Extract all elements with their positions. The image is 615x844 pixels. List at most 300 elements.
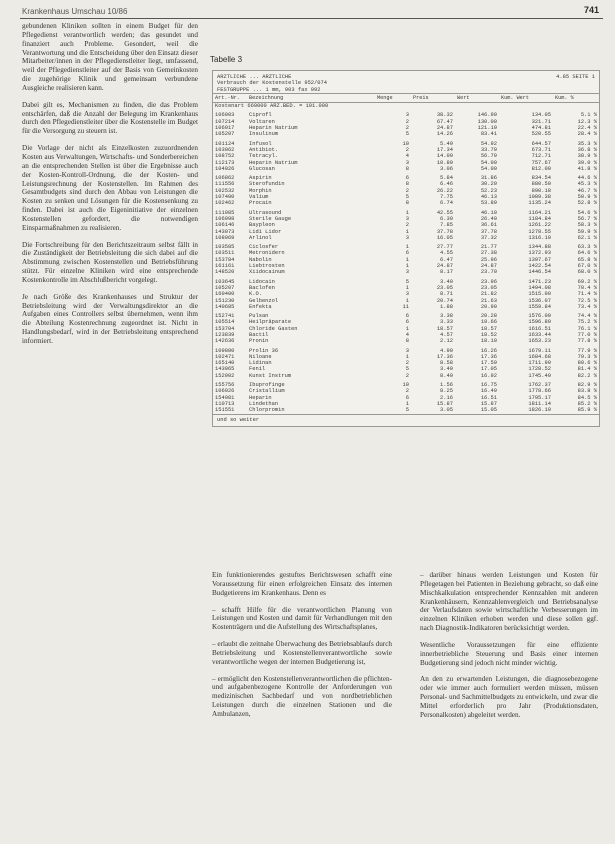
table-cell: 121.10 (477, 125, 497, 132)
table-cell: 108752 (215, 153, 235, 160)
table-cell: 20.90 (480, 303, 497, 310)
table-cell: 102471 (215, 353, 235, 360)
table-cell: 1762.37 (528, 382, 551, 389)
table-cell: 8.58 (440, 360, 453, 367)
table-cell: 3 (405, 159, 409, 166)
table-cell: 160400 (215, 291, 235, 298)
table-cell: 38.9 % (577, 153, 597, 160)
table-cell: 1.88 (440, 303, 453, 310)
table-cell: 2 (405, 222, 409, 229)
table-row (213, 250, 599, 256)
table-caption: Tabelle 3 (210, 55, 243, 64)
printout-subtitle-1: Verbrauch der Kostenstelle 952/074 (217, 80, 327, 87)
left-paragraph: Die Vorlage der nicht als Einzelkosten zuzuordnenden Kosten aus Verwaltungen, Wirtschafts- und Sonderbereichen an die entsprechenden Stellen ist über die Ergebnisse auch der Kosten-Kontroll-Ordnung, die der Kosten- und Leistungsrechnung der Kostenstellen. Im Rahmen des Gesamtbudgets sind durch den Abbau von Leistungen die Kosten zu senken und Lösungen für die Kostensenkung zu finden. Dabei ist auch die Eigeninitiative der einzelnen Kostenstellen gefordert, die notwendigen Einsparmaßnahmen zu realisieren. (22, 144, 198, 232)
table-cell: 2.16 (440, 394, 453, 401)
table-cell: 1135.24 (528, 200, 551, 207)
table-cell: Insulinum (249, 131, 279, 138)
table-cell: 5 (405, 278, 409, 285)
table-cell: 54.6 % (577, 209, 597, 216)
table-cell: 80.6 % (577, 360, 597, 367)
table-cell: 2 (405, 146, 409, 153)
table-cell: 520.55 (531, 131, 551, 138)
table-cell: 1559.84 (528, 303, 551, 310)
table-cell: 6.47 (440, 256, 453, 263)
table-cell: Antibiot. (249, 146, 279, 153)
table-cell: 103062 (215, 146, 235, 153)
table-cell: 39.0 % (577, 159, 597, 166)
table-cell: Nabolin (249, 256, 272, 263)
table-cell: Ibuprofinge (249, 382, 285, 389)
table-cell: Lidocain (249, 278, 275, 285)
table-cell: 130.00 (477, 118, 497, 125)
right-paragraph: Wesentliche Voraussetzungen für eine effiziente innerbetriebliche Steuerung und Basis einer internen Budgetierung sind jedoch nicht minder wichtig. (420, 640, 598, 667)
column-header: Kum. Wert (499, 93, 553, 102)
table-row (213, 181, 599, 187)
table-cell: 106017 (215, 125, 235, 132)
table-cell: 1633.44 (528, 331, 551, 338)
table-cell: 106998 (215, 215, 235, 222)
table-cell: 712.71 (531, 153, 551, 160)
table-cell: 152741 (215, 313, 235, 320)
table-cell: 73.4 % (577, 303, 597, 310)
table-cell: 15.05 (480, 407, 497, 414)
left-paragraph: Je nach Größe des Krankenhauses und Struktur der Betriebsleitung wird der Verwaltungsdirektor an die Aufgaben eines Controllers selbst übernehmen, wenn ihm die Abteilung Kostenrechnung zugeordnet ist. Nicht in Handlungsbedarf, wird in der Betriebsleitung entsprechend informiert. (22, 292, 198, 345)
table-cell: Ciclosfer (249, 244, 279, 251)
table-cell: 44.6 % (577, 175, 597, 182)
table-cell: 154981 (215, 394, 235, 401)
table-cell: 1795.17 (528, 394, 551, 401)
table-cell: 11 (402, 303, 409, 310)
table-cell: 24.87 (480, 263, 497, 270)
column-header: Bezeichnung (247, 93, 375, 102)
table-cell: 106862 (215, 175, 235, 182)
table-cell: 77.8 % (577, 338, 597, 345)
table-cell: Ultrasound (249, 209, 282, 216)
table-cell: 6.74 (440, 200, 453, 207)
table-cell: Tetracyl. (249, 153, 279, 160)
table-cell: Baypleon (249, 222, 275, 229)
table-cell: 5.84 (440, 175, 453, 182)
column-header: Art.-Nr. (213, 93, 247, 102)
table-cell: 25.96 (480, 256, 497, 263)
table-cell: 812.00 (531, 165, 551, 172)
table-cell: 75.2 % (577, 319, 597, 326)
table-cell: Gelbenzol (249, 297, 279, 304)
table-cell: 321.71 (531, 118, 551, 125)
table-cell: 67.0 % (577, 263, 597, 270)
table-cell: 3 (405, 112, 409, 119)
table-cell: 103585 (215, 244, 235, 251)
table-cell: 1 (405, 209, 409, 216)
table-cell: Valium (249, 194, 269, 201)
table-cell: 22.4 % (577, 125, 597, 132)
table-cell: 2 (405, 360, 409, 367)
table-cell: Morphin (249, 187, 272, 194)
table-cell: 72.5 % (577, 297, 597, 304)
table-row (213, 153, 599, 159)
table-cell: 102532 (215, 187, 235, 194)
table-cell: Glucosan (249, 165, 275, 172)
table-cell: 21.63 (480, 297, 497, 304)
table-cell: 6 (405, 394, 409, 401)
table-row (213, 160, 599, 166)
middle-paragraph: Ein funktionierendes gestuftes Berichtswesen schafft eine Voraussetzung für einen erfolgreichen Einsatz des internen Budgetierens im Krankenhaus. Denn es (212, 571, 392, 597)
table-cell: 6.46 (440, 181, 453, 188)
table-row (213, 348, 599, 354)
printout-header (213, 71, 599, 80)
column-header: Menge (375, 93, 411, 102)
table-cell: 104026 (215, 165, 235, 172)
table-cell: 7.75 (440, 194, 453, 201)
table-cell: 3 (405, 269, 409, 276)
intro-cell: Kostenart 660000 ARZ.BED. = 101.000 (215, 103, 329, 110)
page-number: 741 (583, 5, 599, 15)
table-cell: 103645 (215, 278, 235, 285)
table-cell: Heparin Natrium (249, 125, 298, 132)
table-cell: 155756 (215, 382, 235, 389)
table-cell: 59.9 % (577, 228, 597, 235)
table-cell: 1 (405, 400, 409, 407)
table-cell: Lidi Lidor (249, 228, 282, 235)
table-cell: 107400 (215, 194, 235, 201)
table-cell: 1494.08 (528, 284, 551, 291)
printout-page-info: 4.85 SEITE 1 (556, 74, 595, 80)
printout-footer: und so weiter (213, 414, 599, 426)
table-cell: 4 (405, 331, 409, 338)
printout-subtitle-2: FESTGRUPPE ... 1 mm, 903 fax 992 (217, 86, 321, 93)
table-cell: 152002 (215, 372, 235, 379)
table-cell: 30.20 (480, 181, 497, 188)
table-cell: 63.3 % (577, 244, 597, 251)
table-cell: 1471.23 (528, 278, 551, 285)
table-cell: Pulsan (249, 313, 269, 320)
table-cell: 1 (405, 353, 409, 360)
right-text-column (420, 571, 598, 728)
table-cell: 1 (405, 263, 409, 270)
table-cell: 37.78 (436, 228, 453, 235)
table-cell: 18.57 (436, 325, 453, 332)
table-row (213, 388, 599, 394)
table-cell: 111556 (215, 181, 235, 188)
table-cell: 27.38 (480, 250, 497, 257)
table-cell: 8 (405, 181, 409, 188)
table-cell: Fenil (249, 366, 266, 373)
table-cell: 4.55 (440, 250, 453, 257)
table-cell: 23.05 (436, 284, 453, 291)
table-cell: 1679.11 (528, 347, 551, 354)
table-cell: 21.77 (480, 244, 497, 251)
table-row (213, 222, 599, 228)
table-row (213, 304, 599, 310)
table-cell: 83.8 % (577, 388, 597, 395)
table-cell: 31.86 (480, 175, 497, 182)
table-cell: 70.4 % (577, 284, 597, 291)
table-cell: 58.3 % (577, 222, 597, 229)
middle-paragraph: – erlaubt die zeitnahe Überwachung des Betriebsablaufs durch Betriebsleitung und Kostenstellenverantwortliche sowie verantwortliche wegen der internen Budgetierung ist, (212, 640, 392, 666)
table-cell: Aspirin (249, 175, 272, 182)
table-cell: Kunst Instrum (249, 372, 292, 379)
table-cell: 46.13 (480, 194, 497, 201)
left-paragraph: Dabei gilt es, Mechanismen zu finden, die das Problem entschärfen, daß die Anzahl der Belegung im Krankenhaus durch den Pflegedienstleiter über die Kostenstelle im Budget für die Versorgung zu steuern ist. (22, 100, 198, 136)
table-cell: 111085 (215, 209, 235, 216)
header-rule (20, 18, 603, 19)
table-cell: Chlorpromin (249, 407, 285, 414)
printout-data-table (213, 93, 599, 414)
table-cell: 757.67 (531, 159, 551, 166)
table-cell: 146.90 (477, 112, 497, 119)
table-row (213, 166, 599, 172)
table-cell: 1164.21 (528, 209, 551, 216)
middle-text-column (212, 571, 392, 727)
table-cell: 28.4 % (577, 131, 597, 138)
table-cell: 1.56 (440, 382, 453, 389)
table-cell: 54.92 (480, 140, 497, 147)
table-row (213, 319, 599, 325)
table-cell: 110713 (215, 400, 235, 407)
table-cell: 101124 (215, 140, 235, 147)
table-row (213, 229, 599, 235)
middle-paragraph: – ermöglicht den Kostenstellenverantwortlichen die pflichten- und aufgabenbezogene Kontrolle der Anforderungen von medizinischen Sachbedarf und von nordbetrieblichen Leistungen durch die einzelnen Stationen und die Ambulanzen, (212, 674, 392, 718)
running-header-journal: Krankenhaus Umschau 10/86 (22, 7, 128, 16)
left-paragraph: Die Fortschreibung für den Berichtszeitraum selbst fällt in die Zuständigkeit der Betriebsleitung die sich dabei auf die Abstimmung zwischen Kostenstellen und Betriebsführung stützt. Für einzelne Kliniken wird eine entsprechende Kostenkontrolle im Abschlußbericht vorgelegt. (22, 240, 198, 284)
table-cell: 1728.52 (528, 366, 551, 373)
table-cell: 45.3 % (577, 181, 597, 188)
table-cell: 3 (405, 291, 409, 298)
table-cell: 108069 (215, 234, 235, 241)
table-cell: Liebtrosten (249, 263, 285, 270)
table-cell: 27.77 (436, 244, 453, 251)
table-cell: 37.32 (480, 234, 497, 241)
table-cell: 67.47 (436, 118, 453, 125)
table-cell: 1536.07 (528, 297, 551, 304)
right-paragraph: An den zu erwartenden Leistungen, die diagnosebezogene oder wie immer auch formuliert werden müssen, müssen Personal- und Sachmittelbudgets zu entwickeln, und zwar die Mittel erforderlich pro Jahr (Produktionsdaten, Personalkosten) abgeleitet werden. (420, 675, 598, 719)
table-cell: 16.51 (480, 394, 497, 401)
column-header: Kum. % (553, 93, 599, 102)
middle-paragraph: – schafft Hilfe für die verantwortlichen Planung von Leistungen und Kosten und damit für Verhandlungen mit den Kostenträgern und die Aufstellung des Wirtschaftsplanes, (212, 605, 392, 632)
table-cell: 17.34 (436, 146, 453, 153)
table-cell: 5 (405, 194, 409, 201)
table-cell: 834.54 (531, 175, 551, 182)
table-cell: 105207 (215, 131, 235, 138)
table-header-row (213, 93, 599, 102)
table-cell: 3.33 (440, 319, 453, 326)
table-cell: Baclofen (249, 284, 275, 291)
table-cell: Arlinol (249, 234, 272, 241)
table-row (213, 131, 599, 137)
printout-title: ARZTLICHE ... ARZTLICHE (217, 74, 292, 80)
table-cell: 8 (405, 338, 409, 345)
table-cell: 56.7 % (577, 215, 597, 222)
table-cell: 1684.68 (528, 353, 551, 360)
table-cell: 24.87 (436, 125, 453, 132)
table-cell: 19.66 (480, 319, 497, 326)
table-cell: 17.05 (480, 366, 497, 373)
table-cell: 3 (405, 234, 409, 241)
table-cell: Heparin (249, 394, 272, 401)
table-cell: 3.40 (440, 278, 453, 285)
table-cell: 4.57 (440, 331, 453, 338)
table-cell: 142636 (215, 338, 235, 345)
table-row (213, 298, 599, 304)
computer-printout-table (212, 70, 600, 427)
table-cell: 10.80 (436, 159, 453, 166)
table-cell: 143065 (215, 366, 235, 373)
table-cell: 1653.23 (528, 338, 551, 345)
table-cell: 24.87 (436, 263, 453, 270)
table-cell: 644.57 (531, 140, 551, 147)
table-cell: 1 (405, 284, 409, 291)
table-cell: 474.81 (531, 125, 551, 132)
table-cell: 54.00 (480, 159, 497, 166)
table-cell: 1372.93 (528, 250, 551, 257)
table-cell: 46.7 % (577, 187, 597, 194)
table-cell: 21.82 (480, 291, 497, 298)
table-cell: 890.18 (531, 187, 551, 194)
table-cell: 6 (405, 319, 409, 326)
table-cell: 41.8 % (577, 165, 597, 172)
table-cell: 5 (405, 366, 409, 373)
table-cell: Bactil (249, 331, 269, 338)
table-cell: Metronidern (249, 250, 285, 257)
table-cell: 105514 (215, 319, 235, 326)
table-cell: 5 (405, 407, 409, 414)
column-header: Preis (411, 93, 455, 102)
table-cell: Xiidocainum (249, 269, 285, 276)
table-cell: 65.8 % (577, 256, 597, 263)
table-cell: 3.38 (440, 313, 453, 320)
table-cell: 102462 (215, 200, 235, 207)
table-cell: 1616.51 (528, 325, 551, 332)
table-cell: 77.0 % (577, 331, 597, 338)
table-cell: 16.26 (480, 347, 497, 354)
left-paragraph: gebundenen Kliniken sollten in einem Budget für den Pflegedienst verantwortlich werden; das gesundet und finanziert auch Probleme. Gesondert, weil die Verantwortung und die Entscheidung über den Einsatz dieser Mitarbeiter/innen in der Pflegedienstleiter liegt, umfassend, weil der Pflegedienstleiter auf der Basis von Gemeinkosten die zugehörige Klinik und gemeinsam verbundene Ausgleiche realisieren kann. (22, 22, 198, 92)
table-cell: Chloride Gasten (249, 325, 298, 332)
table-cell: 33.79 (480, 146, 497, 153)
table-cell: 1184.84 (528, 215, 551, 222)
table-cell: 8 (405, 200, 409, 207)
table-cell: 1811.14 (528, 400, 551, 407)
table-cell: 8.49 (440, 372, 453, 379)
table-row (213, 279, 599, 285)
table-cell: 153784 (215, 256, 235, 263)
table-cell: 1596.80 (528, 319, 551, 326)
table-cell: 1397.67 (528, 256, 551, 263)
table-cell: 1576.00 (528, 313, 551, 320)
table-cell: 140685 (215, 303, 235, 310)
table-cell: 107214 (215, 118, 235, 125)
table-intro-row (213, 103, 599, 110)
table-body (213, 103, 599, 414)
table-cell: 46.10 (480, 209, 497, 216)
table-cell: 3.06 (440, 165, 453, 172)
table-cell: 7.85 (440, 222, 453, 229)
table-cell: 20.28 (480, 313, 497, 320)
table-cell: 1 (405, 244, 409, 251)
table-cell: 16.05 (436, 234, 453, 241)
table-cell: 6.30 (440, 215, 453, 222)
table-cell: 79.3 % (577, 353, 597, 360)
table-cell: 2 (405, 372, 409, 379)
table-cell: 18.10 (480, 338, 497, 345)
table-cell: 3.05 (440, 407, 453, 414)
table-row (213, 373, 599, 379)
table-cell: Niloane (249, 353, 272, 360)
table-cell: 151230 (215, 297, 235, 304)
table-cell: 2 (405, 125, 409, 132)
table-cell: 37.78 (480, 228, 497, 235)
table-cell: 38.32 (436, 112, 453, 119)
table-cell: 4.90 (440, 347, 453, 354)
table-cell: 153704 (215, 325, 235, 332)
table-cell: 3.40 (440, 366, 453, 373)
column-header: Wert (455, 93, 499, 102)
table-cell: 16.49 (480, 388, 497, 395)
table-cell: 5.49 (440, 140, 453, 147)
table-cell: 17.36 (480, 353, 497, 360)
table-cell: 1 (405, 325, 409, 332)
table-cell: 143073 (215, 228, 235, 235)
table-cell: 1 (405, 297, 409, 304)
table-cell: 56.79 (480, 153, 497, 160)
table-cell: 52.8 % (577, 200, 597, 207)
table-cell: 74.4 % (577, 313, 597, 320)
table-row (213, 200, 599, 206)
table-cell: 84.5 % (577, 394, 597, 401)
table-cell: 26.22 (436, 187, 453, 194)
table-cell: K.O. (249, 291, 262, 298)
table-row (213, 112, 599, 118)
table-cell: 6 (405, 313, 409, 320)
table-cell: 151551 (215, 407, 235, 414)
table-cell: 148520 (215, 269, 235, 276)
table-cell: 1515.00 (528, 291, 551, 298)
table-cell: 112173 (215, 159, 235, 166)
table-cell: 6 (405, 175, 409, 182)
table-cell: 1826.19 (528, 407, 551, 414)
table-cell: Prolin 36 (249, 347, 279, 354)
table-cell: 3 (405, 215, 409, 222)
table-cell: 2 (405, 118, 409, 125)
table-cell: 8 (405, 165, 409, 172)
table-cell: 53.89 (480, 200, 497, 207)
table-cell: 42.55 (436, 209, 453, 216)
table-cell: 83.41 (480, 131, 497, 138)
table-cell: 4 (405, 153, 409, 160)
table-cell: 17.59 (480, 360, 497, 367)
table-cell: 85.2 % (577, 400, 597, 407)
table-cell: 1261.22 (528, 222, 551, 229)
table-cell: 8.25 (440, 388, 453, 395)
table-cell: 1 (405, 228, 409, 235)
table-row (213, 210, 599, 216)
table-cell: 1278.55 (528, 228, 551, 235)
table-cell: 106146 (215, 222, 235, 229)
table-cell: 8.71 (440, 291, 453, 298)
table-cell: 1446.54 (528, 269, 551, 276)
table-cell: 23.70 (480, 269, 497, 276)
table-cell: Cristallium (249, 388, 285, 395)
table-cell: 23.05 (480, 284, 497, 291)
table-cell: 161161 (215, 263, 235, 270)
table-cell: 82.9 % (577, 382, 597, 389)
table-cell: 12.3 % (577, 118, 597, 125)
table-cell: Heilpräparate (249, 319, 292, 326)
table-cell: 1711.90 (528, 360, 551, 367)
table-cell: 76.1 % (577, 325, 597, 332)
table-cell: 20.74 (436, 297, 453, 304)
table-cell: 880.50 (531, 181, 551, 188)
table-cell: 2 (405, 187, 409, 194)
